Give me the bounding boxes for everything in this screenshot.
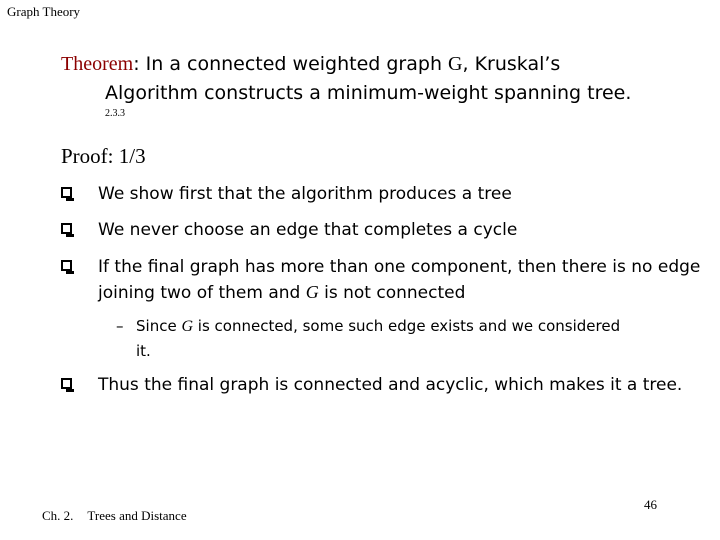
proof-title: Proof: 1/3 — [61, 144, 146, 168]
theorem-line-1 — [61, 50, 701, 79]
graph-symbol: G — [181, 318, 194, 335]
theorem-text-part-2: , Kruskal’s — [462, 53, 561, 75]
chapter-number: Ch. 2. — [42, 508, 74, 523]
theorem-line-2: Algorithm constructs a minimum-weight spanning tree. — [105, 82, 632, 104]
bullet-text-part-2: is not connected — [318, 283, 466, 303]
chapter-title: Trees and Distance — [87, 508, 187, 523]
graph-symbol: G — [305, 282, 319, 302]
bullet-text: We never choose an edge that completes a cycle — [98, 220, 518, 240]
sub-bullet-text — [136, 314, 636, 364]
bullet-item — [61, 182, 701, 207]
sub-bullet-text-part-2: is connected, some such edge exists and we considered it. — [136, 317, 621, 360]
bullet-text: We show first that the algorithm produces a tree — [98, 184, 512, 204]
theorem-statement — [61, 50, 701, 108]
theorem-label: Theorem — [61, 53, 134, 75]
bullet-item — [61, 255, 701, 306]
checkbox-bullet-icon — [61, 260, 72, 271]
bullet-text — [98, 255, 701, 306]
page-number: 46 — [644, 497, 657, 512]
dash-bullet: – — [116, 317, 124, 335]
bullet-text-part-1: If the final graph has more than one component, then there is no edge joining two of them and — [98, 257, 701, 303]
sub-bullet-text-part-1: Since — [136, 317, 182, 335]
slide-header: Graph Theory — [7, 4, 81, 19]
checkbox-bullet-icon — [61, 378, 72, 389]
bullet-item — [61, 373, 701, 398]
theorem-text-part-1: : In a connected weighted graph — [133, 53, 449, 75]
checkbox-bullet-icon — [61, 223, 72, 234]
bullet-item — [61, 218, 701, 243]
sub-bullet-item — [116, 314, 636, 364]
theorem-number: 2.3.3 — [105, 108, 125, 119]
graph-symbol: G — [448, 53, 463, 75]
checkbox-bullet-icon — [61, 187, 72, 198]
footer-chapter — [42, 508, 187, 524]
bullet-text: Thus the final graph is connected and acyclic, which makes it a tree. — [98, 375, 683, 395]
